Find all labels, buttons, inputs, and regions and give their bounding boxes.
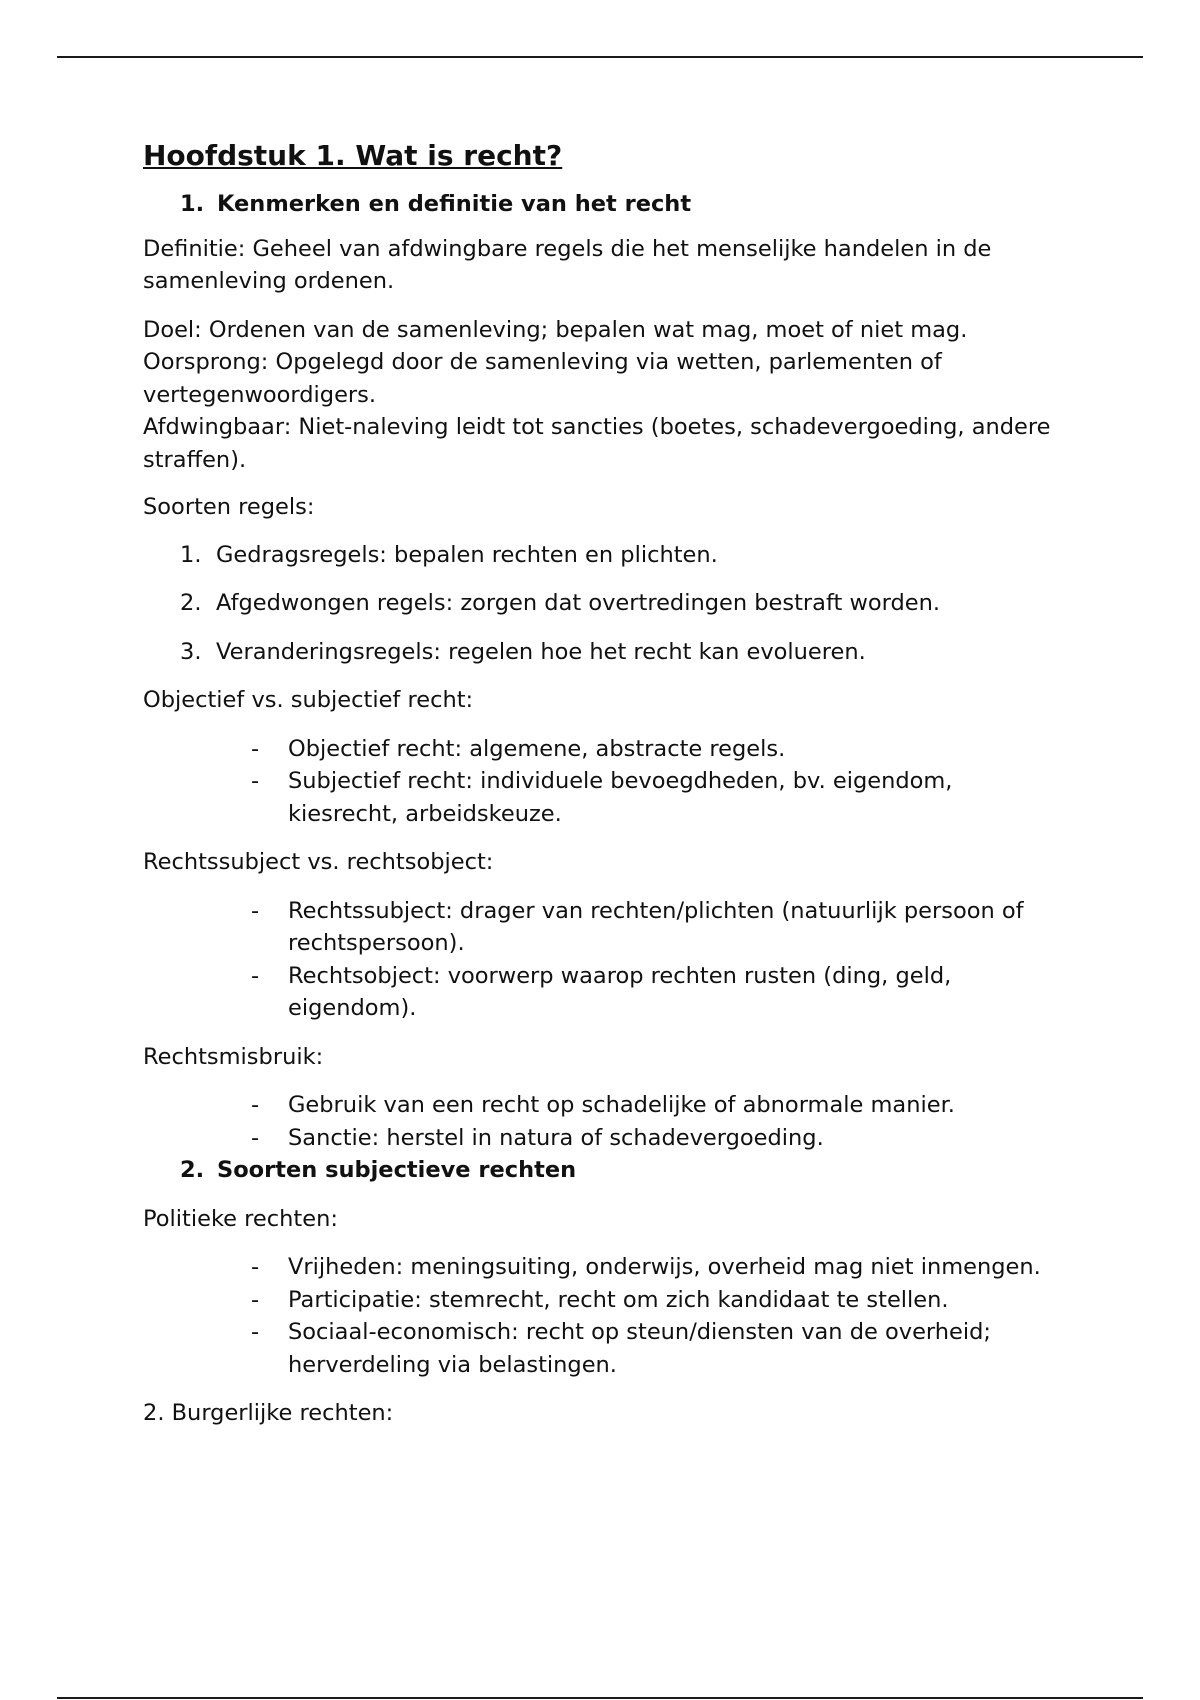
politieke-label: Politieke rechten:: [143, 1205, 338, 1232]
dash-bullet: -: [251, 1124, 260, 1151]
list-item: [143, 1089, 1063, 1122]
soorten-regels-label: Soorten regels:: [143, 494, 315, 520]
section-title: Soorten subjectieve rechten: [217, 1157, 577, 1183]
dash-bullet: -: [251, 1319, 260, 1345]
dash-bullet: -: [251, 768, 260, 794]
numbered-list-item: [143, 636, 1063, 669]
dash-bullet: -: [251, 735, 260, 762]
numbered-list-item: [143, 539, 1063, 572]
rechtssubject-list: [143, 895, 1063, 1025]
rechtsmisbruik-label: Rechtsmisbruik:: [143, 1043, 324, 1070]
section-number: 2.: [180, 1157, 205, 1183]
list-text: Gebruik van een recht op schadelijke of abnormale manier.: [288, 1092, 955, 1118]
burgerlijke-label: 2. Burgerlijke rechten:: [143, 1400, 394, 1426]
list-item: [143, 1251, 1063, 1284]
document-body: [143, 138, 1063, 1430]
list-item: [143, 765, 1063, 830]
list-text: Vrijheden: meningsuiting, onderwijs, overheid mag niet inmengen.: [288, 1254, 1041, 1280]
top-rule: [57, 56, 1143, 58]
list-text: Veranderingsregels: regelen hoe het recht kan evolueren.: [216, 638, 866, 665]
list-item: [143, 1284, 1063, 1317]
politieke-list: [143, 1251, 1063, 1381]
doel-paragraph: Doel: Ordenen van de samenleving; bepalen wat mag, moet of niet mag.: [143, 316, 968, 343]
dash-bullet: -: [251, 1286, 260, 1313]
list-text: Sanctie: herstel in natura of schadevergoeding.: [288, 1124, 824, 1151]
dash-bullet: -: [251, 1254, 260, 1280]
list-text: Subjectief recht: individuele bevoegdheden, bv. eigendom, kiesrecht, arbeidskeuze.: [288, 768, 953, 827]
list-text: Gedragsregels: bepalen rechten en plichten.: [216, 541, 718, 568]
list-text: Sociaal-economisch: recht op steun/diensten van de overheid; herverdeling via belastingen.: [288, 1319, 991, 1378]
objectief-label: Objectief vs. subjectief recht:: [143, 687, 474, 713]
afdwingbaar-paragraph: Afdwingbaar: Niet-naleving leidt tot sancties (boetes, schadevergoeding, andere straffen).: [143, 414, 1051, 473]
section-heading-2: [143, 1154, 1063, 1187]
list-text: Objectief recht: algemene, abstracte regels.: [288, 735, 786, 762]
section-title: Kenmerken en definitie van het recht: [217, 191, 692, 217]
bottom-rule: [57, 1697, 1143, 1699]
objectief-list: [143, 733, 1063, 831]
list-text: Afgedwongen regels: zorgen dat overtredingen bestraft worden.: [216, 590, 941, 616]
list-number: 1.: [180, 541, 202, 568]
chapter-heading: Hoofdstuk 1. Wat is recht?: [143, 139, 563, 172]
list-number: 2.: [180, 590, 202, 616]
list-item: [143, 895, 1063, 960]
list-item: [143, 1122, 1063, 1155]
oorsprong-paragraph: Oorsprong: Opgelegd door de samenleving via wetten, parlementen of vertegenwoordigers.: [143, 349, 942, 408]
list-text: Rechtssubject: drager van rechten/plichten (natuurlijk persoon of rechtspersoon).: [288, 897, 1024, 956]
definition-paragraph: Definitie: Geheel van afdwingbare regels die het menselijke handelen in de samenleving ordenen.: [143, 235, 992, 294]
list-item: [143, 733, 1063, 766]
rechtssubject-label: Rechtssubject vs. rechtsobject:: [143, 849, 494, 875]
list-text: Participatie: stemrecht, recht om zich kandidaat te stellen.: [288, 1286, 949, 1313]
dash-bullet: -: [251, 897, 260, 924]
list-item: [143, 1316, 1063, 1381]
section-heading-1: [143, 188, 1063, 221]
list-item: [143, 960, 1063, 1025]
dash-bullet: -: [251, 962, 260, 989]
rechtsmisbruik-list: [143, 1089, 1063, 1154]
list-text: Rechtsobject: voorwerp waarop rechten rusten (ding, geld, eigendom).: [288, 962, 952, 1021]
dash-bullet: -: [251, 1092, 260, 1118]
numbered-list-item: [143, 587, 1063, 620]
list-number: 3.: [180, 638, 202, 665]
section-number: 1.: [180, 191, 205, 217]
